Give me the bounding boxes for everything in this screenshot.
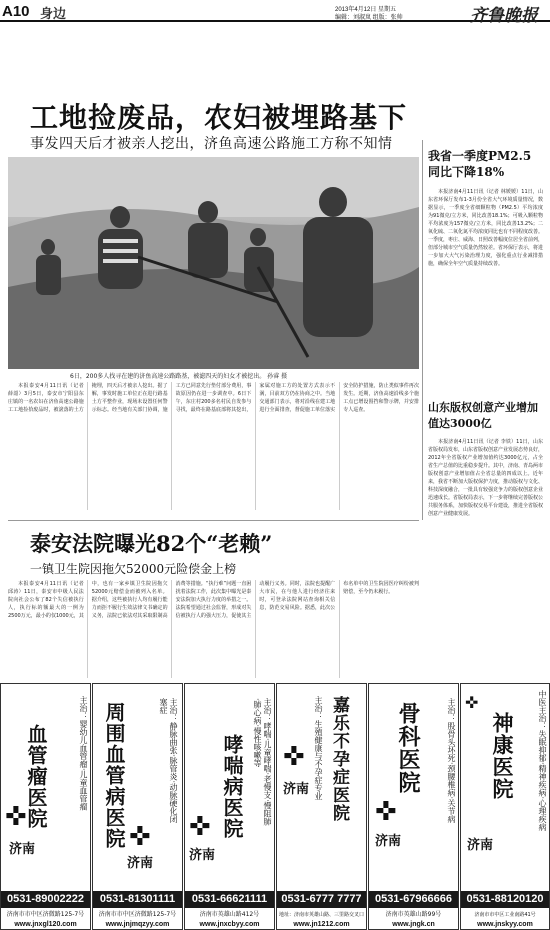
medical-cross-icon: ✜ xyxy=(129,822,151,852)
news-photo xyxy=(8,157,419,369)
ad-jiale-hospital[interactable] xyxy=(276,683,367,930)
ad-hospital-name: 哮喘病医院 xyxy=(220,734,244,839)
headline-2: 泰安法院曝光82个“老赖” xyxy=(30,531,273,556)
page-header xyxy=(0,0,550,26)
photo-caption: 6日，200多人找寻在建的济鱼高速公路路基，被滤四天的妇女才被挖出。 孙睿 摄 xyxy=(70,373,288,380)
ad-shenkang-hospital[interactable] xyxy=(460,683,550,930)
sidebar-text-2: 本报济南4月11日讯（记者 李铁）11日，山东省版权局发布，山东省版权创意产业发展态势良好，2012年全省版权产业增加值约达3000亿元，占全省生产总值的比重稳步提升。其中，济南、青岛两市版权创意产业增加值占全省总量的四成以上。近年来，我省不断加大版权保护力度，推动版权与文化、科技深度融合，一批具有较强竞争力的版权创意企业迅速成长。省版权局表示，下一步将继续完善版权公共服务体系，加快版权交易平台建设，推进全省版权创意产业健康发展。 xyxy=(428,439,543,517)
ad-phone: 0531-81301111 xyxy=(93,891,182,908)
medical-cross-icon: ✜ xyxy=(375,797,397,827)
medical-cross-icon: ✜ xyxy=(189,812,211,842)
ad-treatment: 主治：生殖健康与不孕症专业 xyxy=(314,696,323,800)
ad-hospital-name: 神康医院 xyxy=(490,712,515,800)
ad-vascular-hospital[interactable] xyxy=(92,683,183,930)
medical-cross-icon: ✜ xyxy=(5,802,27,832)
sidebar-headline-2: 山东版权创意产业增加值达3000亿 xyxy=(428,401,538,430)
page-number: A10 xyxy=(2,3,30,20)
ad-address: 济南市英雄山路412号 xyxy=(199,911,260,918)
ad-hospital-name: 血管瘤医院 xyxy=(24,724,48,829)
ad-hemangioma-hospital[interactable] xyxy=(0,683,91,930)
sidebar-story-2 xyxy=(428,438,543,678)
ad-city: 济南 xyxy=(127,856,154,871)
ad-address: 济南市市中区工业南路41号 xyxy=(474,912,536,918)
ad-address: 济南市市中区济微路125-7号 xyxy=(98,911,177,918)
ad-asthma-hospital[interactable] xyxy=(184,683,275,930)
subheadline-2: 一镇卫生院因拖欠52000元险偿金上榜 xyxy=(30,562,237,576)
editor-credit: 编辑：刘淑岚 组版：张帅 xyxy=(335,15,403,21)
sidebar-story-1 xyxy=(428,188,543,363)
masthead-logo: 齐鲁晚报 xyxy=(470,6,538,26)
ad-website-link[interactable]: www.jnxgl120.com xyxy=(14,921,77,928)
ad-phone: 0531-67966666 xyxy=(369,891,458,908)
ad-hospital-name: 周围血管病医院 xyxy=(102,702,126,849)
ad-website-link[interactable]: www.jngk.cn xyxy=(392,921,435,928)
sidebar-text-1: 本报济南4月11日讯（记者 林媛媛）11日，山东省环保厅发布1-3月份全省大气环境质量情况，数据显示，一季度全省细颗粒物（PM2.5）平均浓度为91微克/立方米，同比改善18.1%；可吸入颗粒物平均浓度为157微克/立方米，同比改善13.2%；二氧化硫、二氧化氮平均浓度同比也有不同程度改善。一季度，枣庄、威海、日照改善幅度位居全省前列，但部分城市空气质量仍然较差。省环保厅表示，将进一步加大大气污染治理力度，强化重点行业减排措施，确保全年空气质量持续改善。 xyxy=(428,189,543,267)
subheadline-1: 事发四天后才被亲人挖出，济鱼高速公路施工方称不知情 xyxy=(30,136,393,152)
story-2-body xyxy=(8,580,419,678)
issue-date: 2013年4月12日 星期五 xyxy=(335,7,397,13)
ad-website-link[interactable]: www.jn1212.com xyxy=(293,921,350,928)
ad-website-link[interactable]: www.jnxcbyy.com xyxy=(199,921,260,928)
ad-phone: 0531-66621111 xyxy=(185,891,274,908)
ad-city: 济南 xyxy=(467,838,494,853)
headline-1: 工地捡废品，农妇被埋路基下 xyxy=(30,101,408,134)
section-tag: 身边 xyxy=(40,7,67,22)
ad-phone: 0531-88120120 xyxy=(461,891,549,908)
sidebar-divider xyxy=(422,140,423,520)
ad-phone: 0531-89002222 xyxy=(1,891,90,908)
ad-treatment: 主治：静脉曲张·脉管炎·动脉硬化闭塞症 xyxy=(159,698,178,824)
ad-orthopedic-hospital[interactable] xyxy=(368,683,459,930)
ad-city: 济南 xyxy=(9,842,36,857)
ad-website-link[interactable]: www.jnjmqzyy.com xyxy=(105,921,170,928)
ad-hospital-name: 嘉乐不孕症医院 xyxy=(329,696,349,822)
sidebar-headline-1: 我省一季度PM2.5同比下降18% xyxy=(428,149,532,179)
ad-website-link[interactable]: www.jnskyy.com xyxy=(477,921,533,928)
ad-address: 地址：济南市英雄山路、三里路交叉口 xyxy=(278,912,364,918)
ad-treatment: 主治：哮喘·儿童哮喘·老慢支·慢阻肺·肺心病·慢性咳嗽等 xyxy=(253,698,272,826)
ad-address: 济南市英雄山路99号 xyxy=(385,911,442,918)
ad-hospital-name: 骨科医院 xyxy=(395,702,421,794)
ad-treatment: 中医主治：失眠抑郁·精神疾病·心理疾病 xyxy=(538,690,547,832)
ad-address: 济南市市中区济微路125-7号 xyxy=(6,911,85,918)
medical-cross-icon: ✜ xyxy=(465,693,479,712)
section-rule xyxy=(8,520,419,521)
story-2-text: 本报泰安4月11日讯（记者 邱涛）11日，泰安市中级人民法院向社会公布了82个失信被执行人，执行标的额最大的一例为2500万元，最小的仅1000元，其中，也有一家乡镇卫生院因拖欠52000元赔偿金而被列入名单。据介绍，这些被执行人均有履行能力而拒不履行生效法律文书确定的义务，法院已依法对其采取限制高消费等措施。“执行难”问题一直困扰着法院工作，此次集中曝光是泰安法院加大执行力度的举措之一。法院希望通过社会监督，形成对失信被执行人的强大压力，促使其主动履行义务。同时，法院也提醒广大市民，在与他人进行经济往来时，可登录法院网站查询相关信息，防范交易风险。据悉，此次公布名单中的卫生院因医疗纠纷被判赔偿，至今仍未履行。 xyxy=(8,581,419,619)
photo-scene xyxy=(8,157,419,369)
ad-city: 济南 xyxy=(375,834,402,849)
ad-city: 济南 xyxy=(283,782,310,797)
medical-cross-icon: ✜ xyxy=(283,742,305,772)
story-1-body xyxy=(8,382,419,510)
ad-city: 济南 xyxy=(189,848,216,863)
story-1-text: 本报泰安4月11日讯（记者 薛韶）3月5日，泰安市宁阳县东庄镇的一名农妇在济鱼高速公路施工工地捡拾废品时，被滚落的土方掩埋，四天后才被亲人挖出。据了解，事发时施工单位正在进行路基土方平整作业，现场未设置任何警示标志。经当地有关部门协调，施工方已同意先行垫付部分费用，事故原因仍在进一步调查中。6日下午，东庄村200多名村民自发参与寻找，最终在路基底部将其挖出，家属对施工方的处置方式表示不满，目前双方仍在协商之中。当地交通部门表示，将对沿线在建工地进行全面排查，督促施工单位落实安全防护措施，防止类似事件再次发生。近期，济鱼高速沿线多个施工点已增设围挡和警示牌，并安排专人巡查。 xyxy=(8,383,419,413)
ad-phone: 0531-6777 7777 xyxy=(277,891,366,908)
ad-treatment: 主治：股骨头坏死·颈腰椎病·关节病 xyxy=(447,698,456,824)
ad-treatment: 主治：婴幼儿血管瘤·儿童血管瘤 xyxy=(79,696,88,811)
